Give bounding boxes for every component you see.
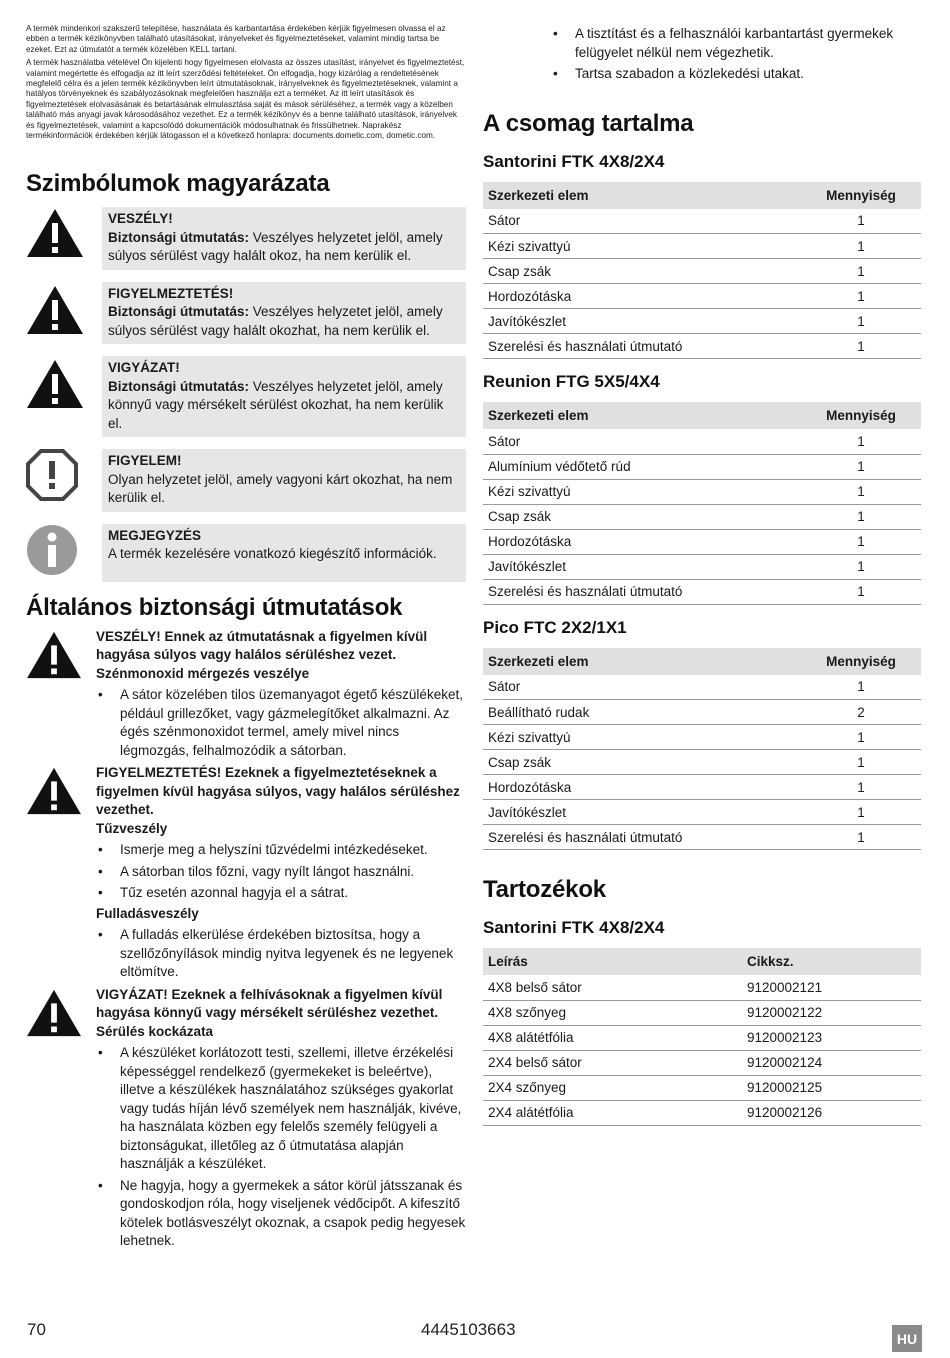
table-row [483,529,921,554]
table-cell-qty: 1 [801,529,921,554]
table-cell-qty: 1 [801,800,921,825]
list-item: • Tartsa szabadon a közlekedési utakat. [551,65,923,84]
table-row [483,309,921,334]
table-cell-name: Csap zsák [483,750,801,775]
table-row [483,725,921,750]
safety-danger-sub: Szénmonoxid mérgezés veszélye [96,665,310,681]
intro-text [26,24,466,141]
warning-triangle-icon [26,628,96,761]
table-cell-name: Szerelési és használati útmutató [483,579,801,604]
table-row [483,975,921,1000]
symbol-danger-head: VESZÉLY! [108,211,173,227]
table-cell-code: 9120002125 [742,1075,921,1100]
symbols-heading: Szimbólumok magyarázata [26,170,330,198]
table-row [483,800,921,825]
table-cell-name: 4X8 belső sátor [483,975,742,1000]
safety-warning-sub-suffocation: Fulladásveszély [96,905,199,921]
table-row [483,825,921,850]
table-row [483,334,921,359]
table-cell-name: Alumínium védőtető rúd [483,454,801,479]
document-number: 4445103663 [421,1320,516,1339]
symbol-notice [26,449,466,512]
list-item: • A tisztítást és a felhasználói karbantartást gyermekek felügyelet nélkül nem végezhetik. [551,25,923,62]
safety-caution-list [96,1044,466,1251]
table-cell-name: Javítókészlet [483,309,801,334]
safety-caution-head: VIGYÁZAT! Ezeknek a felhívásoknak a figyelmen kívül hagyása könnyű vagy mérsékelt sérüléshez vezethet. [96,986,443,1021]
table-cell-qty: 1 [801,579,921,604]
table-cell-name: Sátor [483,209,801,234]
symbol-warning [26,282,466,345]
table-cell-name: Kézi szivattyú [483,234,801,259]
warning-triangle-icon [26,282,88,340]
table-header-desc: Leírás [483,948,742,975]
package-group-title: Santorini FTK 4X8/2X4 [483,151,665,171]
safety-caution-sub: Sérülés kockázata [96,1023,214,1039]
table-row [483,579,921,604]
package-table-reunion [483,402,921,605]
table-cell-qty: 1 [801,429,921,454]
table-cell-qty: 1 [801,750,921,775]
table-row [483,209,921,234]
list-item: • A fulladás elkerülése érdekében biztosítsa, hogy a szellőzőnyílások mindig nyitva legyenek és ne legyenek eltömítve. [96,926,466,982]
table-cell-name: Javítókészlet [483,800,801,825]
list-item: • A sátorban tilos főzni, vagy nyílt lángot használni. [96,863,466,882]
table-cell-name: 4X8 alátétfólia [483,1025,742,1050]
warning-triangle-icon [26,207,88,265]
table-cell-qty: 1 [801,259,921,284]
table-cell-name: 2X4 alátétfólia [483,1100,742,1125]
symbol-warning-label: Biztonsági útmutatás: [108,304,250,320]
table-cell-qty: 1 [801,554,921,579]
safety-warning-head: FIGYELMEZTETÉS! Ezeknek a figyelmeztetéseknek a figyelmen kívül hagyása súlyos, vagy halálos sérüléshez vezethet. [96,765,460,818]
table-cell-qty: 1 [801,454,921,479]
table-cell-name: Csap zsák [483,504,801,529]
symbol-note-head: MEGJEGYZÉS [108,527,202,543]
table-cell-qty: 1 [801,825,921,850]
symbol-caution-label: Biztonsági útmutatás: [108,378,250,394]
table-cell-name: Sátor [483,675,801,700]
symbols-list [26,207,466,582]
left-column [26,24,466,1251]
table-cell-qty: 1 [801,309,921,334]
table-header-qty: Mennyiség [801,402,921,429]
symbol-warning-box [102,282,466,345]
table-cell-name: 2X4 szőnyeg [483,1075,742,1100]
table-row [483,1050,921,1075]
symbol-warning-head: FIGYELMEZTETÉS! [108,285,234,301]
safety-danger [26,628,466,761]
table-cell-name: Szerelési és használati útmutató [483,334,801,359]
table-row [483,284,921,309]
table-header-qty: Mennyiség [801,182,921,209]
symbol-notice-text: Olyan helyzetet jelöl, amely vagyoni kárt okozhat, ha nem kerülik el. [108,471,453,506]
table-header-item: Szerkezeti elem [483,182,801,209]
table-cell-name: Kézi szivattyú [483,725,801,750]
accessories-heading: Tartozékok [483,876,606,903]
table-cell-name: Javítókészlet [483,554,801,579]
package-group-title: Pico FTC 2X2/1X1 [483,617,627,637]
safety-heading: Általános biztonsági útmutatások [26,593,403,621]
table-cell-name: Szerelési és használati útmutató [483,825,801,850]
table-cell-name: Hordozótáska [483,775,801,800]
symbol-danger-text: Veszélyes helyzetet jelöl, amely súlyos sérülést vagy halált okoz, ha nem kerülik el. [108,229,443,264]
table-cell-name: 2X4 belső sátor [483,1050,742,1075]
table-cell-qty: 1 [801,504,921,529]
warning-triangle-icon [26,764,96,982]
table-cell-qty: 1 [801,234,921,259]
list-item: • A készüléket korlátozott testi, szellemi, illetve érzékelési képességgel rendelkező (gyermekeket is beleértve), illetve a készülékek használatához szükséges gyakorlat vagy tudás híján lévő személyek nem használják, kivéve, ha használata közben egy felelős személy felügyeli a biztonságukat, illetőleg az ő útmutatása alapján használják a készüléket. [96,1044,466,1174]
table-cell-code: 9120002123 [742,1025,921,1050]
table-cell-qty: 1 [801,209,921,234]
intro-paragraph-2: A termék használatba vételével Ön kijelenti hogy figyelmesen elolvasta az összes utasítást, irányelvet és figyelmeztetést, valamint megértette és elfogadja az itt leírt szerződési feltételeket. Ön elfogadja, hogy kizárólag a rendeltetésének megfelelő célra és a jelen termék kézikönyvben leírt útmutatásoknak, irányelveknek és figyelmeztetéseknek, valamint a hatályos törvényeknek és szabályozásoknak megfelelően használja ezt a terméket. Az itt leírt utasítások és figyelmeztetések elolvasásának és betartásának elmulasztása saját és mások sérüléséhez, a termék vagy a közelben található más anyagi javak károsodásához vezethet. Ez a termék kézikönyv és a benne található utasítások, irányelvek és figyelmeztetések, valamint a kapcsolódó dokumentációk módosulhatnak és frissülhetnek. Naprakész termékinformációk érdekében kérjük látogasson el a következő honlapra: documents.dometic.com, dometic.com. [26,58,465,141]
table-cell-name: 4X8 szőnyeg [483,1000,742,1025]
warning-triangle-icon [26,986,96,1251]
table-header-qty: Mennyiség [801,648,921,675]
package-table-pico [483,648,921,851]
table-row [483,1100,921,1125]
package-group-title: Reunion FTG 5X5/4X4 [483,372,660,391]
table-row [483,775,921,800]
table-row [483,259,921,284]
symbol-note-text: A termék kezelésére vonatkozó kiegészítő információk. [108,546,437,562]
table-cell-name: Kézi szivattyú [483,479,801,504]
symbol-danger-box [102,207,466,270]
table-row [483,454,921,479]
table-row [483,234,921,259]
right-column [483,22,923,1126]
table-cell-code: 9120002121 [742,975,921,1000]
warning-triangle-icon [26,356,88,414]
table-cell-name: Hordozótáska [483,529,801,554]
list-item: • Ismerje meg a helyszíni tűzvédelmi intézkedéseket. [96,841,466,860]
symbol-warning-text: Veszélyes helyzetet jelöl, amely súlyos sérülést vagy halált okozhat, ha nem kerülik el. [108,304,443,338]
accessories-table [483,948,921,1126]
table-row [483,554,921,579]
table-cell-qty: 1 [801,675,921,700]
table-row [483,675,921,700]
symbol-note [26,524,466,582]
page-number: 70 [27,1320,46,1339]
table-row [483,750,921,775]
package-table-santorini [483,182,921,360]
safety-danger-list [96,686,466,760]
table-row [483,429,921,454]
safety-suffocation-list [96,926,466,982]
table-cell-name: Hordozótáska [483,284,801,309]
safety-warning [26,764,466,982]
notice-octagon-icon [26,449,88,507]
list-item: • Tűz esetén azonnal hagyja el a sátrat. [96,884,466,903]
intro-paragraph-1: A termék mindenkori szakszerű telepítése, használata és karbantartása érdekében kérjük figyelmesen olvassa el az ebben a termék kézikönyvben található utasításokat, irányelveket és figyelmeztetéseket, valamint mindig tartsa be ezeket. Ezt az útmutatót a termék közelében KELL tartani. [26,24,446,54]
safety-warning-sub-fire: Tűzveszély [96,820,168,836]
list-item: • Ne hagyja, hogy a gyermekek a sátor körül játsszanak és gondoskodjon róla, hogy viseljenek védőcipőt. A kifeszítő kötelek botlásveszélyt okoznak, a csapok pedig hegyesek lehetnek. [96,1177,466,1251]
table-row [483,700,921,725]
table-row [483,1075,921,1100]
continued-bullet-list [551,25,923,84]
accessories-subtitle: Santorini FTK 4X8/2X4 [483,918,665,937]
package-heading: A csomag tartalma [483,109,694,137]
table-cell-code: 9120002124 [742,1050,921,1075]
safety-danger-head: VESZÉLY! Ennek az útmutatásnak a figyelmen kívül hagyása súlyos vagy halálos sérüléshez vezet. [96,628,428,663]
table-row [483,1000,921,1025]
table-cell-qty: 1 [801,725,921,750]
table-row [483,479,921,504]
table-cell-qty: 1 [801,334,921,359]
symbol-notice-head: FIGYELEM! [108,453,182,469]
symbol-caution [26,356,466,437]
list-item: • A sátor közelében tilos üzemanyagot égető készülékeket, például grillezőket, vagy gázmelegítőket alkalmazni. Az égés szénmonoxidot termel, amely mivel nincs légmozgás, felhalmozódik a sátorban. [96,686,466,760]
table-cell-code: 9120002122 [742,1000,921,1025]
table-header-item: Szerkezeti elem [483,402,801,429]
symbol-note-box [102,524,466,582]
table-cell-qty: 1 [801,479,921,504]
info-circle-icon [26,524,88,582]
symbol-danger [26,207,466,270]
table-cell-name: Csap zsák [483,259,801,284]
table-cell-qty: 1 [801,284,921,309]
table-row [483,504,921,529]
safety-fire-list [96,841,466,903]
table-cell-qty: 1 [801,775,921,800]
table-header-item: Szerkezeti elem [483,648,801,675]
table-cell-code: 9120002126 [742,1100,921,1125]
safety-caution [26,986,466,1251]
table-row [483,1025,921,1050]
table-header-code: Cikksz. [742,948,921,975]
symbol-caution-text: Veszélyes helyzetet jelöl, amely könnyű vagy mérsékelt sérülést okozhat, ha nem kerülik el. [108,378,444,431]
symbol-caution-box [102,356,466,437]
symbol-notice-box [102,449,466,512]
table-cell-qty: 2 [801,700,921,725]
symbol-danger-label: Biztonsági útmutatás: [108,229,250,245]
language-badge: HU [892,1325,922,1352]
table-cell-name: Beállítható rudak [483,700,801,725]
table-cell-name: Sátor [483,429,801,454]
symbol-caution-head: VIGYÁZAT! [108,360,180,376]
